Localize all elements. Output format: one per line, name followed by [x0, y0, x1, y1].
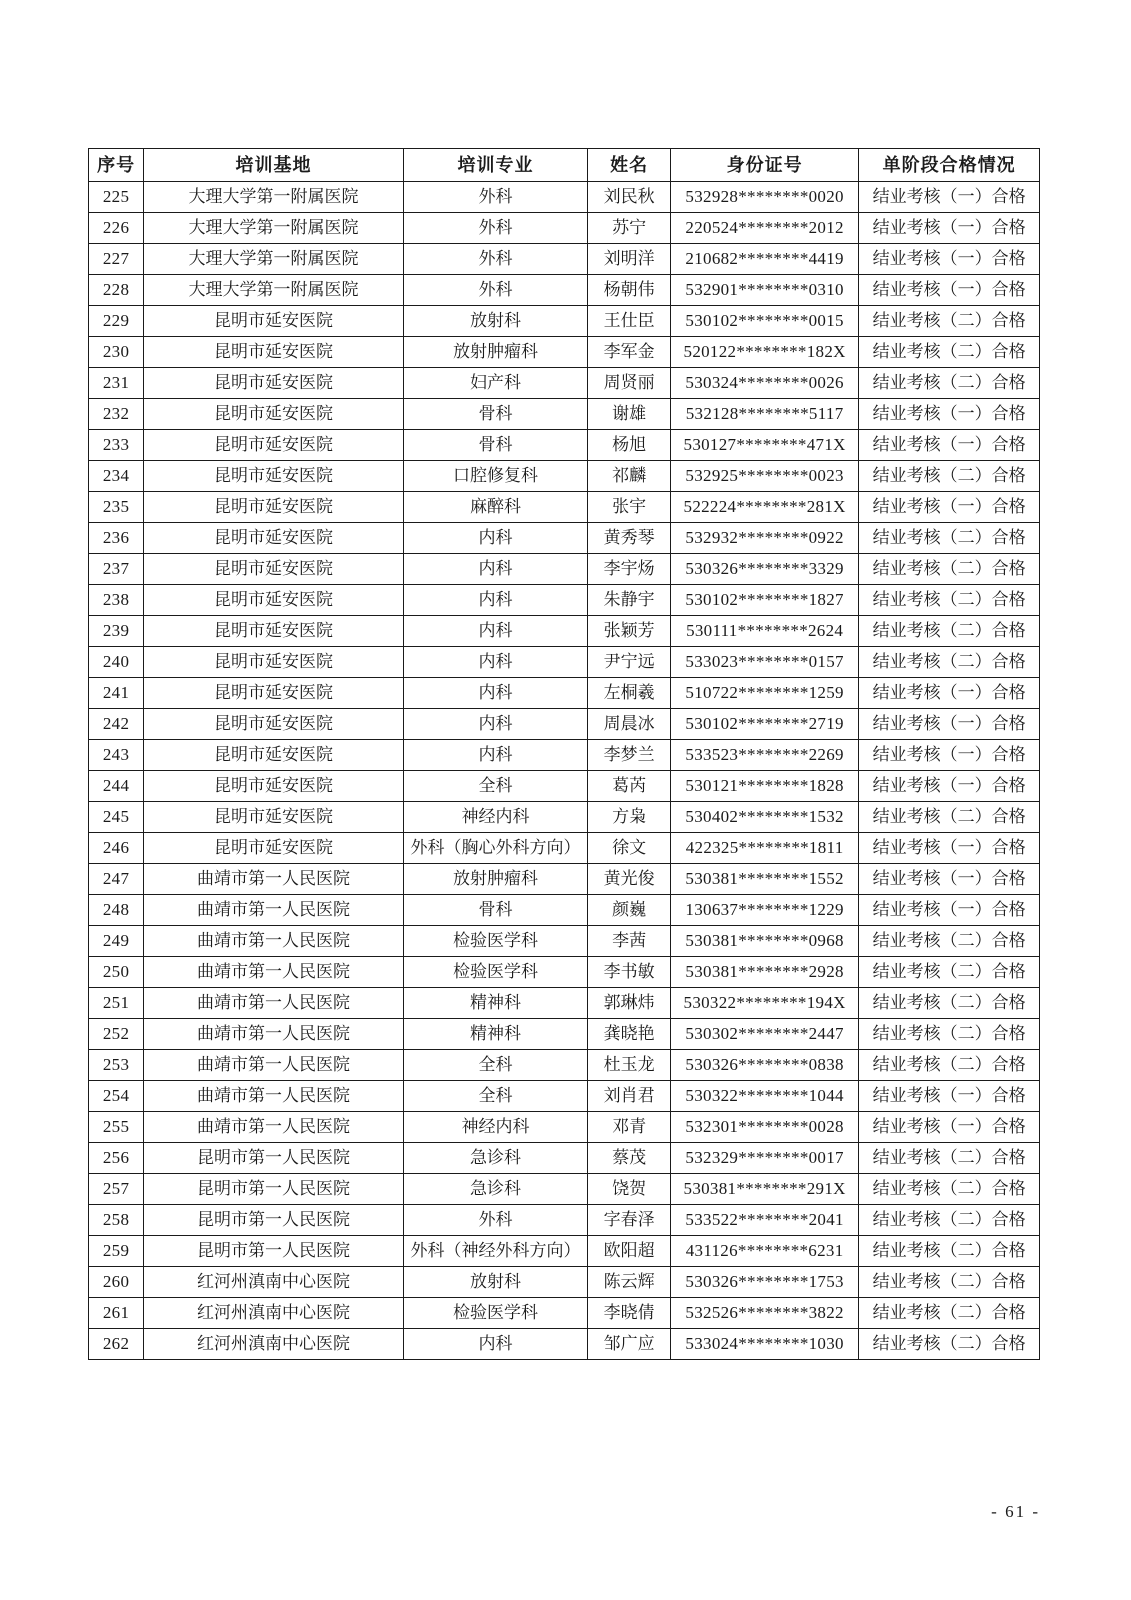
cell-base: 昆明市延安医院: [144, 647, 404, 678]
column-header-0: 序号: [89, 149, 144, 182]
cell-name: 祁麟: [588, 461, 671, 492]
cell-specialty: 麻醉科: [403, 492, 587, 523]
cell-id: 422325********1811: [670, 833, 858, 864]
table-row: [89, 368, 1040, 399]
cell-base: 红河州滇南中心医院: [144, 1329, 404, 1360]
cell-seq: 250: [89, 957, 144, 988]
qualification-table: [88, 148, 1040, 1360]
cell-id: 530326********1753: [670, 1267, 858, 1298]
cell-id: 530111********2624: [670, 616, 858, 647]
cell-specialty: 放射肿瘤科: [403, 337, 587, 368]
cell-result: 结业考核（二）合格: [859, 1205, 1040, 1236]
cell-specialty: 外科: [403, 244, 587, 275]
cell-name: 杨旭: [588, 430, 671, 461]
cell-base: 曲靖市第一人民医院: [144, 1081, 404, 1112]
cell-id: 220524********2012: [670, 213, 858, 244]
cell-specialty: 妇产科: [403, 368, 587, 399]
cell-name: 李宇炀: [588, 554, 671, 585]
cell-specialty: 骨科: [403, 430, 587, 461]
table-header-row: [89, 149, 1040, 182]
cell-seq: 253: [89, 1050, 144, 1081]
cell-specialty: 内科: [403, 647, 587, 678]
cell-base: 曲靖市第一人民医院: [144, 957, 404, 988]
cell-base: 昆明市延安医院: [144, 802, 404, 833]
cell-seq: 234: [89, 461, 144, 492]
cell-base: 大理大学第一附属医院: [144, 182, 404, 213]
cell-result: 结业考核（二）合格: [859, 1267, 1040, 1298]
cell-id: 530324********0026: [670, 368, 858, 399]
table-row: [89, 895, 1040, 926]
cell-base: 曲靖市第一人民医院: [144, 1112, 404, 1143]
cell-id: 530102********1827: [670, 585, 858, 616]
cell-name: 刘肖君: [588, 1081, 671, 1112]
cell-name: 李晓倩: [588, 1298, 671, 1329]
cell-id: 532901********0310: [670, 275, 858, 306]
table-row: [89, 1143, 1040, 1174]
cell-name: 左桐羲: [588, 678, 671, 709]
cell-seq: 252: [89, 1019, 144, 1050]
cell-name: 周贤丽: [588, 368, 671, 399]
cell-result: 结业考核（二）合格: [859, 1329, 1040, 1360]
cell-seq: 258: [89, 1205, 144, 1236]
table-row: [89, 1174, 1040, 1205]
table-row: [89, 554, 1040, 585]
cell-base: 昆明市延安医院: [144, 523, 404, 554]
cell-seq: 233: [89, 430, 144, 461]
table-row: [89, 647, 1040, 678]
cell-id: 532128********5117: [670, 399, 858, 430]
cell-specialty: 外科: [403, 275, 587, 306]
table-row: [89, 833, 1040, 864]
cell-specialty: 外科（神经外科方向）: [403, 1236, 587, 1267]
table-row: [89, 616, 1040, 647]
cell-result: 结业考核（一）合格: [859, 492, 1040, 523]
cell-id: 530381********291X: [670, 1174, 858, 1205]
table-row: [89, 957, 1040, 988]
cell-seq: 235: [89, 492, 144, 523]
cell-specialty: 急诊科: [403, 1174, 587, 1205]
cell-seq: 226: [89, 213, 144, 244]
cell-base: 红河州滇南中心医院: [144, 1267, 404, 1298]
cell-id: 530326********3329: [670, 554, 858, 585]
cell-specialty: 检验医学科: [403, 926, 587, 957]
cell-result: 结业考核（二）合格: [859, 1298, 1040, 1329]
table-row: [89, 244, 1040, 275]
cell-base: 曲靖市第一人民医院: [144, 926, 404, 957]
cell-id: 130637********1229: [670, 895, 858, 926]
cell-name: 尹宁远: [588, 647, 671, 678]
cell-id: 533024********1030: [670, 1329, 858, 1360]
cell-id: 510722********1259: [670, 678, 858, 709]
cell-seq: 251: [89, 988, 144, 1019]
column-header-5: 单阶段合格情况: [859, 149, 1040, 182]
cell-seq: 243: [89, 740, 144, 771]
cell-seq: 249: [89, 926, 144, 957]
cell-name: 饶贺: [588, 1174, 671, 1205]
cell-name: 李茜: [588, 926, 671, 957]
cell-id: 530381********1552: [670, 864, 858, 895]
table-row: [89, 1019, 1040, 1050]
cell-result: 结业考核（一）合格: [859, 1081, 1040, 1112]
table-row: [89, 523, 1040, 554]
table-row: [89, 1298, 1040, 1329]
cell-seq: 257: [89, 1174, 144, 1205]
cell-seq: 256: [89, 1143, 144, 1174]
cell-name: 郭琳炜: [588, 988, 671, 1019]
cell-specialty: 放射肿瘤科: [403, 864, 587, 895]
cell-specialty: 骨科: [403, 895, 587, 926]
cell-id: 530402********1532: [670, 802, 858, 833]
cell-base: 红河州滇南中心医院: [144, 1298, 404, 1329]
table-row: [89, 1267, 1040, 1298]
cell-seq: 259: [89, 1236, 144, 1267]
cell-seq: 240: [89, 647, 144, 678]
cell-base: 昆明市延安医院: [144, 430, 404, 461]
cell-seq: 246: [89, 833, 144, 864]
cell-id: 530302********2447: [670, 1019, 858, 1050]
cell-result: 结业考核（二）合格: [859, 1143, 1040, 1174]
cell-base: 大理大学第一附属医院: [144, 244, 404, 275]
cell-name: 蔡茂: [588, 1143, 671, 1174]
cell-result: 结业考核（二）合格: [859, 1050, 1040, 1081]
table-row: [89, 988, 1040, 1019]
cell-id: 530127********471X: [670, 430, 858, 461]
cell-id: 530381********0968: [670, 926, 858, 957]
cell-result: 结业考核（二）合格: [859, 461, 1040, 492]
cell-seq: 260: [89, 1267, 144, 1298]
table-row: [89, 461, 1040, 492]
cell-result: 结业考核（二）合格: [859, 554, 1040, 585]
cell-result: 结业考核（一）合格: [859, 895, 1040, 926]
table-row: [89, 399, 1040, 430]
cell-base: 昆明市延安医院: [144, 306, 404, 337]
cell-specialty: 内科: [403, 585, 587, 616]
cell-id: 533023********0157: [670, 647, 858, 678]
cell-result: 结业考核（二）合格: [859, 988, 1040, 1019]
cell-name: 徐文: [588, 833, 671, 864]
cell-specialty: 内科: [403, 616, 587, 647]
cell-seq: 262: [89, 1329, 144, 1360]
cell-specialty: 神经内科: [403, 802, 587, 833]
cell-name: 杨朝伟: [588, 275, 671, 306]
column-header-4: 身份证号: [670, 149, 858, 182]
cell-id: 530121********1828: [670, 771, 858, 802]
table-row: [89, 926, 1040, 957]
cell-base: 昆明市第一人民医院: [144, 1174, 404, 1205]
table-row: [89, 1112, 1040, 1143]
cell-name: 方枭: [588, 802, 671, 833]
cell-name: 李书敏: [588, 957, 671, 988]
cell-id: 530381********2928: [670, 957, 858, 988]
cell-base: 昆明市第一人民医院: [144, 1143, 404, 1174]
cell-result: 结业考核（二）合格: [859, 306, 1040, 337]
cell-id: 530322********1044: [670, 1081, 858, 1112]
cell-specialty: 全科: [403, 1050, 587, 1081]
cell-id: 431126********6231: [670, 1236, 858, 1267]
cell-seq: 230: [89, 337, 144, 368]
cell-id: 533522********2041: [670, 1205, 858, 1236]
cell-name: 张颖芳: [588, 616, 671, 647]
cell-base: 昆明市第一人民医院: [144, 1236, 404, 1267]
cell-specialty: 全科: [403, 771, 587, 802]
cell-result: 结业考核（一）合格: [859, 275, 1040, 306]
cell-specialty: 全科: [403, 1081, 587, 1112]
cell-seq: 227: [89, 244, 144, 275]
cell-id: 532932********0922: [670, 523, 858, 554]
cell-base: 昆明市延安医院: [144, 616, 404, 647]
cell-result: 结业考核（一）合格: [859, 182, 1040, 213]
cell-name: 张宇: [588, 492, 671, 523]
cell-id: 532526********3822: [670, 1298, 858, 1329]
cell-name: 刘民秋: [588, 182, 671, 213]
cell-name: 杜玉龙: [588, 1050, 671, 1081]
cell-name: 刘明洋: [588, 244, 671, 275]
cell-result: 结业考核（二）合格: [859, 647, 1040, 678]
cell-specialty: 内科: [403, 740, 587, 771]
cell-result: 结业考核（二）合格: [859, 926, 1040, 957]
cell-seq: 254: [89, 1081, 144, 1112]
cell-base: 曲靖市第一人民医院: [144, 1050, 404, 1081]
cell-result: 结业考核（一）合格: [859, 833, 1040, 864]
cell-name: 陈云辉: [588, 1267, 671, 1298]
cell-result: 结业考核（二）合格: [859, 802, 1040, 833]
cell-seq: 245: [89, 802, 144, 833]
cell-seq: 236: [89, 523, 144, 554]
cell-seq: 229: [89, 306, 144, 337]
cell-specialty: 外科: [403, 213, 587, 244]
cell-specialty: 急诊科: [403, 1143, 587, 1174]
cell-name: 黄秀琴: [588, 523, 671, 554]
table-row: [89, 337, 1040, 368]
cell-result: 结业考核（二）合格: [859, 368, 1040, 399]
cell-result: 结业考核（二）合格: [859, 1236, 1040, 1267]
cell-seq: 261: [89, 1298, 144, 1329]
cell-specialty: 精神科: [403, 988, 587, 1019]
cell-specialty: 外科: [403, 1205, 587, 1236]
cell-name: 欧阳超: [588, 1236, 671, 1267]
cell-seq: 228: [89, 275, 144, 306]
cell-seq: 238: [89, 585, 144, 616]
table-row: [89, 1329, 1040, 1360]
cell-seq: 255: [89, 1112, 144, 1143]
cell-base: 曲靖市第一人民医院: [144, 864, 404, 895]
cell-result: 结业考核（一）合格: [859, 399, 1040, 430]
table-row: [89, 740, 1040, 771]
cell-base: 昆明市第一人民医院: [144, 1205, 404, 1236]
cell-seq: 242: [89, 709, 144, 740]
cell-result: 结业考核（二）合格: [859, 957, 1040, 988]
cell-seq: 247: [89, 864, 144, 895]
table-row: [89, 802, 1040, 833]
cell-result: 结业考核（一）合格: [859, 244, 1040, 275]
cell-id: 520122********182X: [670, 337, 858, 368]
table-row: [89, 771, 1040, 802]
table-row: [89, 1236, 1040, 1267]
cell-base: 昆明市延安医院: [144, 554, 404, 585]
cell-name: 李梦兰: [588, 740, 671, 771]
cell-base: 昆明市延安医院: [144, 461, 404, 492]
column-header-1: 培训基地: [144, 149, 404, 182]
cell-specialty: 检验医学科: [403, 957, 587, 988]
cell-base: 昆明市延安医院: [144, 833, 404, 864]
cell-base: 昆明市延安医院: [144, 678, 404, 709]
table-row: [89, 585, 1040, 616]
table-row: [89, 492, 1040, 523]
cell-id: 530326********0838: [670, 1050, 858, 1081]
cell-id: 532329********0017: [670, 1143, 858, 1174]
table-row: [89, 709, 1040, 740]
cell-result: 结业考核（二）合格: [859, 337, 1040, 368]
cell-specialty: 外科: [403, 182, 587, 213]
cell-name: 黄光俊: [588, 864, 671, 895]
cell-result: 结业考核（二）合格: [859, 1174, 1040, 1205]
cell-specialty: 检验医学科: [403, 1298, 587, 1329]
cell-name: 周晨冰: [588, 709, 671, 740]
cell-id: 532928********0020: [670, 182, 858, 213]
cell-id: 530102********0015: [670, 306, 858, 337]
cell-seq: 239: [89, 616, 144, 647]
cell-seq: 237: [89, 554, 144, 585]
cell-result: 结业考核（二）合格: [859, 523, 1040, 554]
cell-seq: 248: [89, 895, 144, 926]
cell-base: 昆明市延安医院: [144, 771, 404, 802]
cell-base: 曲靖市第一人民医院: [144, 1019, 404, 1050]
cell-result: 结业考核（一）合格: [859, 740, 1040, 771]
table-row: [89, 213, 1040, 244]
cell-name: 谢雄: [588, 399, 671, 430]
cell-base: 曲靖市第一人民医院: [144, 988, 404, 1019]
cell-base: 昆明市延安医院: [144, 368, 404, 399]
cell-name: 邹广应: [588, 1329, 671, 1360]
cell-id: 530322********194X: [670, 988, 858, 1019]
cell-name: 颜巍: [588, 895, 671, 926]
cell-specialty: 骨科: [403, 399, 587, 430]
cell-name: 字春泽: [588, 1205, 671, 1236]
table-row: [89, 864, 1040, 895]
cell-specialty: 放射科: [403, 1267, 587, 1298]
cell-specialty: 内科: [403, 1329, 587, 1360]
cell-name: 苏宁: [588, 213, 671, 244]
cell-seq: 231: [89, 368, 144, 399]
cell-specialty: 外科（胸心外科方向）: [403, 833, 587, 864]
table-row: [89, 275, 1040, 306]
cell-specialty: 放射科: [403, 306, 587, 337]
cell-result: 结业考核（一）合格: [859, 709, 1040, 740]
cell-seq: 241: [89, 678, 144, 709]
cell-seq: 225: [89, 182, 144, 213]
cell-specialty: 内科: [403, 709, 587, 740]
column-header-2: 培训专业: [403, 149, 587, 182]
cell-result: 结业考核（二）合格: [859, 1019, 1040, 1050]
cell-id: 530102********2719: [670, 709, 858, 740]
cell-base: 昆明市延安医院: [144, 740, 404, 771]
cell-name: 葛芮: [588, 771, 671, 802]
cell-result: 结业考核（一）合格: [859, 864, 1040, 895]
column-header-3: 姓名: [588, 149, 671, 182]
cell-name: 龚晓艳: [588, 1019, 671, 1050]
cell-seq: 244: [89, 771, 144, 802]
table-row: [89, 1205, 1040, 1236]
cell-result: 结业考核（一）合格: [859, 771, 1040, 802]
table-row: [89, 306, 1040, 337]
cell-specialty: 口腔修复科: [403, 461, 587, 492]
cell-name: 邓青: [588, 1112, 671, 1143]
cell-result: 结业考核（二）合格: [859, 585, 1040, 616]
cell-base: 大理大学第一附属医院: [144, 275, 404, 306]
cell-result: 结业考核（一）合格: [859, 1112, 1040, 1143]
table-row: [89, 1050, 1040, 1081]
cell-name: 李军金: [588, 337, 671, 368]
cell-specialty: 内科: [403, 678, 587, 709]
cell-base: 昆明市延安医院: [144, 337, 404, 368]
cell-specialty: 神经内科: [403, 1112, 587, 1143]
cell-name: 王仕臣: [588, 306, 671, 337]
cell-base: 曲靖市第一人民医院: [144, 895, 404, 926]
cell-seq: 232: [89, 399, 144, 430]
cell-id: 522224********281X: [670, 492, 858, 523]
cell-specialty: 精神科: [403, 1019, 587, 1050]
cell-base: 昆明市延安医院: [144, 399, 404, 430]
cell-result: 结业考核（二）合格: [859, 616, 1040, 647]
cell-id: 532925********0023: [670, 461, 858, 492]
cell-base: 昆明市延安医院: [144, 492, 404, 523]
cell-id: 533523********2269: [670, 740, 858, 771]
table-row: [89, 678, 1040, 709]
cell-name: 朱静宇: [588, 585, 671, 616]
table-row: [89, 1081, 1040, 1112]
table-row: [89, 430, 1040, 461]
cell-result: 结业考核（一）合格: [859, 430, 1040, 461]
cell-base: 昆明市延安医院: [144, 709, 404, 740]
cell-result: 结业考核（一）合格: [859, 213, 1040, 244]
cell-id: 210682********4419: [670, 244, 858, 275]
cell-specialty: 内科: [403, 554, 587, 585]
cell-specialty: 内科: [403, 523, 587, 554]
cell-base: 昆明市延安医院: [144, 585, 404, 616]
table-row: [89, 182, 1040, 213]
cell-id: 532301********0028: [670, 1112, 858, 1143]
page-number: - 61 -: [991, 1502, 1040, 1521]
cell-base: 大理大学第一附属医院: [144, 213, 404, 244]
cell-result: 结业考核（一）合格: [859, 678, 1040, 709]
